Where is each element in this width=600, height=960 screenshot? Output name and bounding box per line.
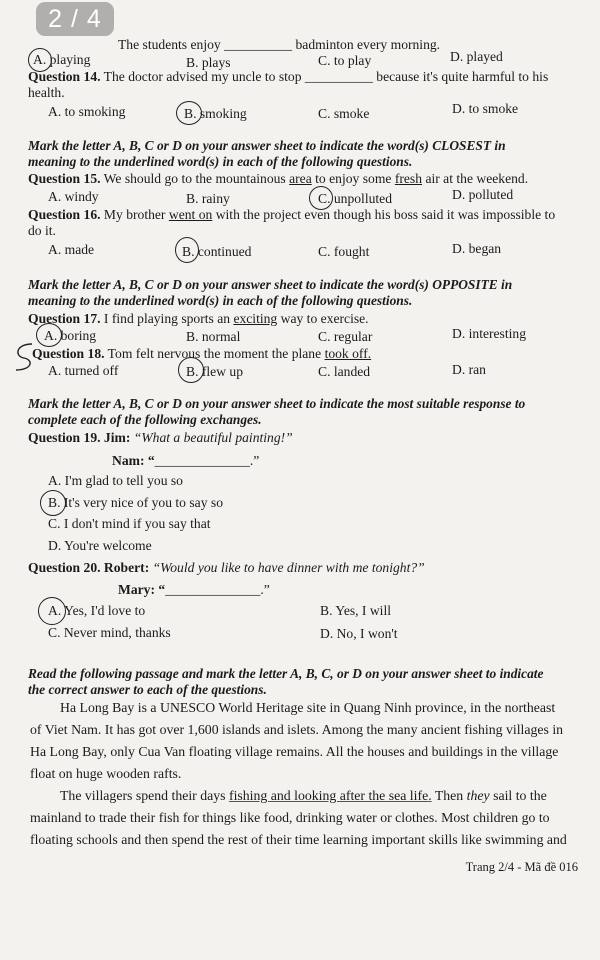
q18-stem: Question 18. Tom felt nervous the moment the plane took off. (32, 346, 372, 361)
q16-option-a: A. made (48, 242, 95, 257)
answer-circle-q18 (178, 357, 204, 383)
answer-circle-q14 (176, 101, 202, 125)
q19-option-c: C. I don't mind if you say that (48, 516, 211, 531)
section-opposite-line2: meaning to the underlined word(s) in each of the following questions. (28, 293, 413, 308)
q13-option-d: D. played (450, 49, 503, 64)
q13-option-a: A. playing (33, 52, 91, 67)
q17-stem: Question 17. I find playing sports an exciting way to exercise. (28, 311, 369, 326)
q18-option-d: D. ran (452, 362, 486, 377)
q15-option-d: D. polluted (452, 187, 514, 202)
page-counter-badge: 2 / 4 (36, 2, 114, 36)
section-reading-line2: the correct answer to each of the questions. (28, 682, 267, 697)
q16-stem: Question 16. My brother went on with the project even though his boss said it was impossible to (28, 207, 556, 222)
q15-stem: Question 15. We should go to the mountainous area to enjoy some fresh air at the weekend. (28, 171, 529, 186)
passage-p1-line3: Ha Long Bay, only Cua Van floating village remains. All the houses and buildings in the village (30, 744, 559, 759)
section-closest-line1: Mark the letter A, B, C or D on your answer sheet to indicate the word(s) CLOSEST in (28, 138, 506, 153)
answer-circle-q20 (38, 597, 66, 625)
q17-option-b: B. normal (186, 329, 241, 344)
q13-option-c: C. to play (318, 53, 372, 68)
q20-stem: Question 20. Robert: “Would you like to have dinner with me tonight?” (28, 560, 425, 575)
passage-p1-line2: of Viet Nam. It has got over 1,600 islands and islets. Among the many ancient fishing villages in (30, 722, 564, 737)
q16-option-b: B. continued (182, 244, 252, 259)
q18-option-a: A. turned off (48, 363, 119, 378)
q17-option-d: D. interesting (452, 326, 526, 341)
q15-option-b: B. rainy (186, 191, 230, 206)
q14-option-b: B. smoking (184, 106, 247, 121)
q18-option-b: B. flew up (186, 364, 244, 379)
q16-option-d: D. began (452, 241, 502, 256)
passage-p1-line1: Ha Long Bay is a UNESCO World Heritage site in Quang Ninh province, in the northeast (60, 700, 556, 715)
q14-option-a: A. to smoking (48, 104, 126, 119)
page-footer: Trang 2/4 - Mã đề 016 (465, 860, 578, 874)
q13-stem: The students enjoy __________ badminton every morning. (118, 37, 441, 52)
q16-option-c: C. fought (318, 244, 370, 259)
passage-p1-line4: float on huge wooden rafts. (30, 766, 182, 781)
q18-option-c: C. landed (318, 364, 371, 379)
q20-reply: Mary: “______________.” (118, 582, 270, 597)
q20-option-c: C. Never mind, thanks (48, 625, 171, 640)
q14-stem: Question 14. The doctor advised my uncle to stop __________ because it's quite harmful to his (28, 69, 549, 84)
q15-option-c: C. unpolluted (318, 191, 393, 206)
q19-option-b: B. It's very nice of you to say so (48, 495, 223, 510)
q20-option-a: A. Yes, I'd love to (48, 603, 146, 618)
q19-reply: Nam: “______________.” (112, 453, 260, 468)
q20-option-d: D. No, I won't (320, 626, 398, 641)
q14-stem-line2: health. (28, 85, 65, 100)
q16-stem-line2: do it. (28, 223, 56, 238)
answer-circle-q16 (175, 237, 199, 263)
answer-circle-q19 (40, 490, 66, 516)
passage-p2-line1: The villagers spend their days fishing and looking after the sea life. Then they sail to the (60, 788, 547, 803)
section-closest-line2: meaning to the underlined word(s) in each of the following questions. (28, 154, 413, 169)
question-mark-icon (10, 340, 40, 374)
passage-p2-line2: mainland to trade their fish for things like food, drinking water or clothes. Most children go to (30, 810, 550, 825)
section-response-line2: complete each of the following exchanges. (28, 412, 262, 427)
q19-option-d: D. You're welcome (48, 538, 152, 553)
q14-option-c: C. smoke (318, 106, 370, 121)
section-response-line1: Mark the letter A, B, C or D on your answer sheet to indicate the most suitable response to (28, 396, 526, 411)
q19-option-a: A. I'm glad to tell you so (48, 473, 183, 488)
q20-option-b: B. Yes, I will (320, 603, 392, 618)
section-reading-line1: Read the following passage and mark the letter A, B, C, or D on your answer sheet to indicate (28, 666, 544, 681)
q13-option-b: B. plays (186, 55, 231, 70)
q17-option-c: C. regular (318, 329, 373, 344)
q17-option-a: A. boring (44, 328, 97, 343)
passage-p2-line3: floating schools and then spend the rest of their time learning important skills like swimming and (30, 832, 567, 847)
section-opposite-line1: Mark the letter A, B, C or D on your answer sheet to indicate the word(s) OPPOSITE in (28, 277, 513, 292)
q15-option-a: A. windy (48, 189, 99, 204)
q14-option-d: D. to smoke (452, 101, 519, 116)
q19-stem: Question 19. Jim: “What a beautiful painting!” (28, 430, 293, 445)
